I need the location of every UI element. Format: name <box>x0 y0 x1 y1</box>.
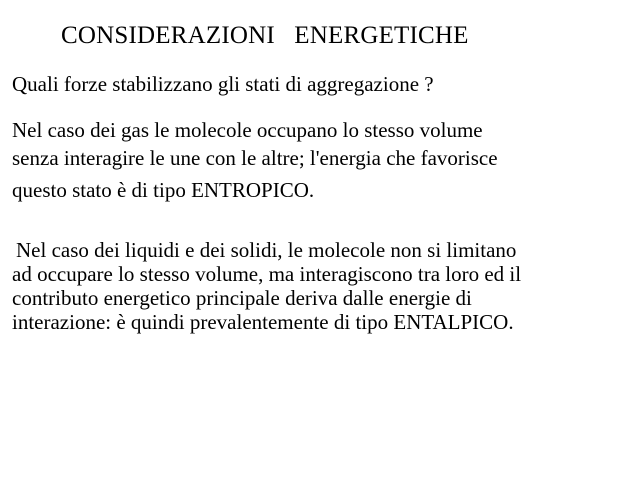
paragraph-liquids-line-2: ad occupare lo stesso volume, ma interagiscono tra loro ed il <box>12 262 522 286</box>
paragraph-liquids-line-4: interazione: è quindi prevalentemente di tipo ENTALPICO. <box>12 310 514 334</box>
paragraph-liquids-solids <box>12 238 521 334</box>
slide-title: CONSIDERAZIONI ENERGETICHE <box>61 22 469 49</box>
paragraph-liquids-line-3: contributo energetico principale deriva dalle energie di <box>12 286 472 310</box>
question-text: Quali forze stabilizzano gli stati di aggregazione ? <box>12 72 434 96</box>
paragraph-gas-line-1: Nel caso dei gas le molecole occupano lo stesso volume <box>12 118 483 142</box>
paragraph-gas-line-3: questo stato è di tipo ENTROPICO. <box>12 178 315 202</box>
paragraph-liquids-line-1: Nel caso dei liquidi e dei solidi, le molecole non si limitano <box>16 238 517 262</box>
paragraph-gas-line-2: senza interagire le une con le altre; l'energia che favorisce <box>12 146 498 170</box>
paragraph-gas <box>12 116 498 204</box>
